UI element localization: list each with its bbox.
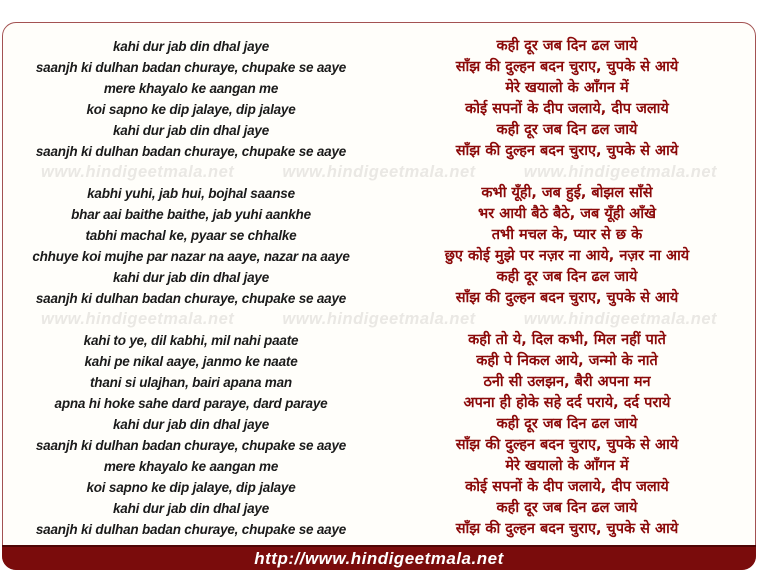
lyric-line bbox=[3, 183, 755, 204]
lyrics-content bbox=[3, 23, 755, 540]
lyric-line-hindi: मेरे खयालो के आँगन में bbox=[505, 80, 629, 96]
lyric-line-latin: saanjh ki dulhan badan churaye, chupake se aaye bbox=[35, 438, 347, 453]
lyric-line-hindi: साँझ की दुल्हन बदन चुराए, चुपके से आये bbox=[455, 59, 679, 75]
lyric-line-latin: thani si ulajhan, bairi apana man bbox=[90, 375, 292, 390]
lyric-line-latin: koi sapno ke dip jalaye, dip jalaye bbox=[86, 480, 296, 495]
lyric-line-latin: chhuye koi mujhe par nazar na aaye, nazar na aaye bbox=[32, 249, 350, 264]
lyric-line-hindi: साँझ की दुल्हन बदन चुराए, चुपके से आये bbox=[455, 290, 679, 306]
lyric-line-hindi: ठनी सी उलझन, बैरी अपना मन bbox=[483, 374, 651, 390]
watermark-text: www.hindigeetmala.net bbox=[41, 163, 235, 181]
lyric-line-latin: kahi dur jab din dhal jaye bbox=[112, 123, 270, 138]
lyric-line-latin: saanjh ki dulhan badan churaye, chupake se aaye bbox=[35, 291, 347, 306]
watermark-row bbox=[3, 309, 755, 330]
lyric-line-latin: saanjh ki dulhan badan churaye, chupake se aaye bbox=[35, 522, 347, 537]
lyric-line bbox=[3, 477, 755, 498]
lyric-line bbox=[3, 456, 755, 477]
lyric-line-hindi: कही दूर जब दिन ढल जाये bbox=[496, 500, 638, 516]
lyric-line-hindi: कही तो ये, दिल कभी, मिल नहीं पाते bbox=[468, 332, 666, 348]
watermark-text: www.hindigeetmala.net bbox=[523, 310, 717, 328]
watermark-text: www.hindigeetmala.net bbox=[523, 163, 717, 181]
lyric-line bbox=[3, 330, 755, 351]
lyric-line-hindi: कही दूर जब दिन ढल जाये bbox=[496, 416, 638, 432]
lyric-line-hindi: साँझ की दुल्हन बदन चुराए, चुपके से आये bbox=[455, 521, 679, 537]
lyric-line bbox=[3, 351, 755, 372]
lyric-line-latin: kahi dur jab din dhal jaye bbox=[112, 270, 270, 285]
lyric-line-hindi: कोई सपनों के दीप जलाये, दीप जलाये bbox=[465, 479, 669, 495]
watermark-text: www.hindigeetmala.net bbox=[282, 163, 476, 181]
lyric-line-latin: saanjh ki dulhan badan churaye, chupake se aaye bbox=[35, 144, 347, 159]
lyric-line bbox=[3, 372, 755, 393]
lyric-line bbox=[3, 57, 755, 78]
lyric-line bbox=[3, 414, 755, 435]
lyric-line-latin: kabhi yuhi, jab hui, bojhal saanse bbox=[87, 186, 295, 201]
lyric-line bbox=[3, 99, 755, 120]
lyric-line-latin: tabhi machal ke, pyaar se chhalke bbox=[85, 228, 297, 243]
lyric-line bbox=[3, 393, 755, 414]
lyric-line bbox=[3, 120, 755, 141]
watermark-text: www.hindigeetmala.net bbox=[41, 310, 235, 328]
lyric-line-hindi: कही पे निकल आये, जन्मो के नाते bbox=[476, 353, 658, 369]
lyric-line-hindi: मेरे खयालो के आँगन में bbox=[505, 458, 629, 474]
lyric-line-hindi: कभी यूँही, जब हुई, बोझल साँसे bbox=[481, 185, 653, 201]
lyric-line-latin: kahi dur jab din dhal jaye bbox=[112, 417, 270, 432]
watermark-text: www.hindigeetmala.net bbox=[282, 310, 476, 328]
lyric-line-hindi: तभी मचल के, प्यार से छ के bbox=[491, 227, 643, 243]
lyric-line-latin: kahi dur jab din dhal jaye bbox=[112, 501, 270, 516]
lyric-line bbox=[3, 498, 755, 519]
lyric-line-latin: mere khayalo ke aangan me bbox=[103, 81, 279, 96]
lyric-line bbox=[3, 246, 755, 267]
watermark-row bbox=[3, 162, 755, 183]
lyric-line-latin: kahi pe nikal aaye, janmo ke naate bbox=[84, 354, 298, 369]
lyric-line-hindi: छुए कोई मुझे पर नज़र ना आये, नज़र ना आये bbox=[444, 248, 690, 264]
lyric-line-latin: mere khayalo ke aangan me bbox=[103, 459, 279, 474]
stanza-3 bbox=[3, 330, 755, 540]
lyric-line-latin: saanjh ki dulhan badan churaye, chupake se aaye bbox=[35, 60, 347, 75]
stanza-1 bbox=[3, 36, 755, 162]
lyric-line bbox=[3, 267, 755, 288]
lyric-line bbox=[3, 36, 755, 57]
lyric-line-hindi: कही दूर जब दिन ढल जाये bbox=[496, 38, 638, 54]
stanza-2 bbox=[3, 183, 755, 309]
lyric-line-latin: apna hi hoke sahe dard paraye, dard paraye bbox=[54, 396, 328, 411]
footer-url[interactable]: http://www.hindigeetmala.net bbox=[254, 549, 504, 568]
lyric-line-latin: kahi to ye, dil kabhi, mil nahi paate bbox=[83, 333, 299, 348]
lyrics-sheet bbox=[2, 22, 756, 570]
lyric-line-latin: koi sapno ke dip jalaye, dip jalaye bbox=[86, 102, 296, 117]
lyric-line bbox=[3, 435, 755, 456]
lyric-line-latin: bhar aai baithe baithe, jab yuhi aankhe bbox=[71, 207, 311, 222]
lyric-line-hindi: साँझ की दुल्हन बदन चुराए, चुपके से आये bbox=[455, 437, 679, 453]
lyric-line-hindi: अपना ही होके सहे दर्द पराये, दर्द पराये bbox=[463, 395, 671, 411]
lyric-line-hindi: भर आयी बैठे बैठे, जब यूँही आँखे bbox=[478, 206, 656, 222]
lyric-line-hindi: साँझ की दुल्हन बदन चुराए, चुपके से आये bbox=[455, 143, 679, 159]
lyric-line-hindi: कही दूर जब दिन ढल जाये bbox=[496, 269, 638, 285]
lyric-line bbox=[3, 204, 755, 225]
lyric-line bbox=[3, 288, 755, 309]
lyric-line-latin: kahi dur jab din dhal jaye bbox=[112, 39, 270, 54]
footer-bar bbox=[2, 545, 756, 570]
lyric-line-hindi: कोई सपनों के दीप जलाये, दीप जलाये bbox=[465, 101, 669, 117]
lyric-line bbox=[3, 78, 755, 99]
lyric-line-hindi: कही दूर जब दिन ढल जाये bbox=[496, 122, 638, 138]
lyric-line bbox=[3, 225, 755, 246]
lyric-line bbox=[3, 519, 755, 540]
lyric-line bbox=[3, 141, 755, 162]
